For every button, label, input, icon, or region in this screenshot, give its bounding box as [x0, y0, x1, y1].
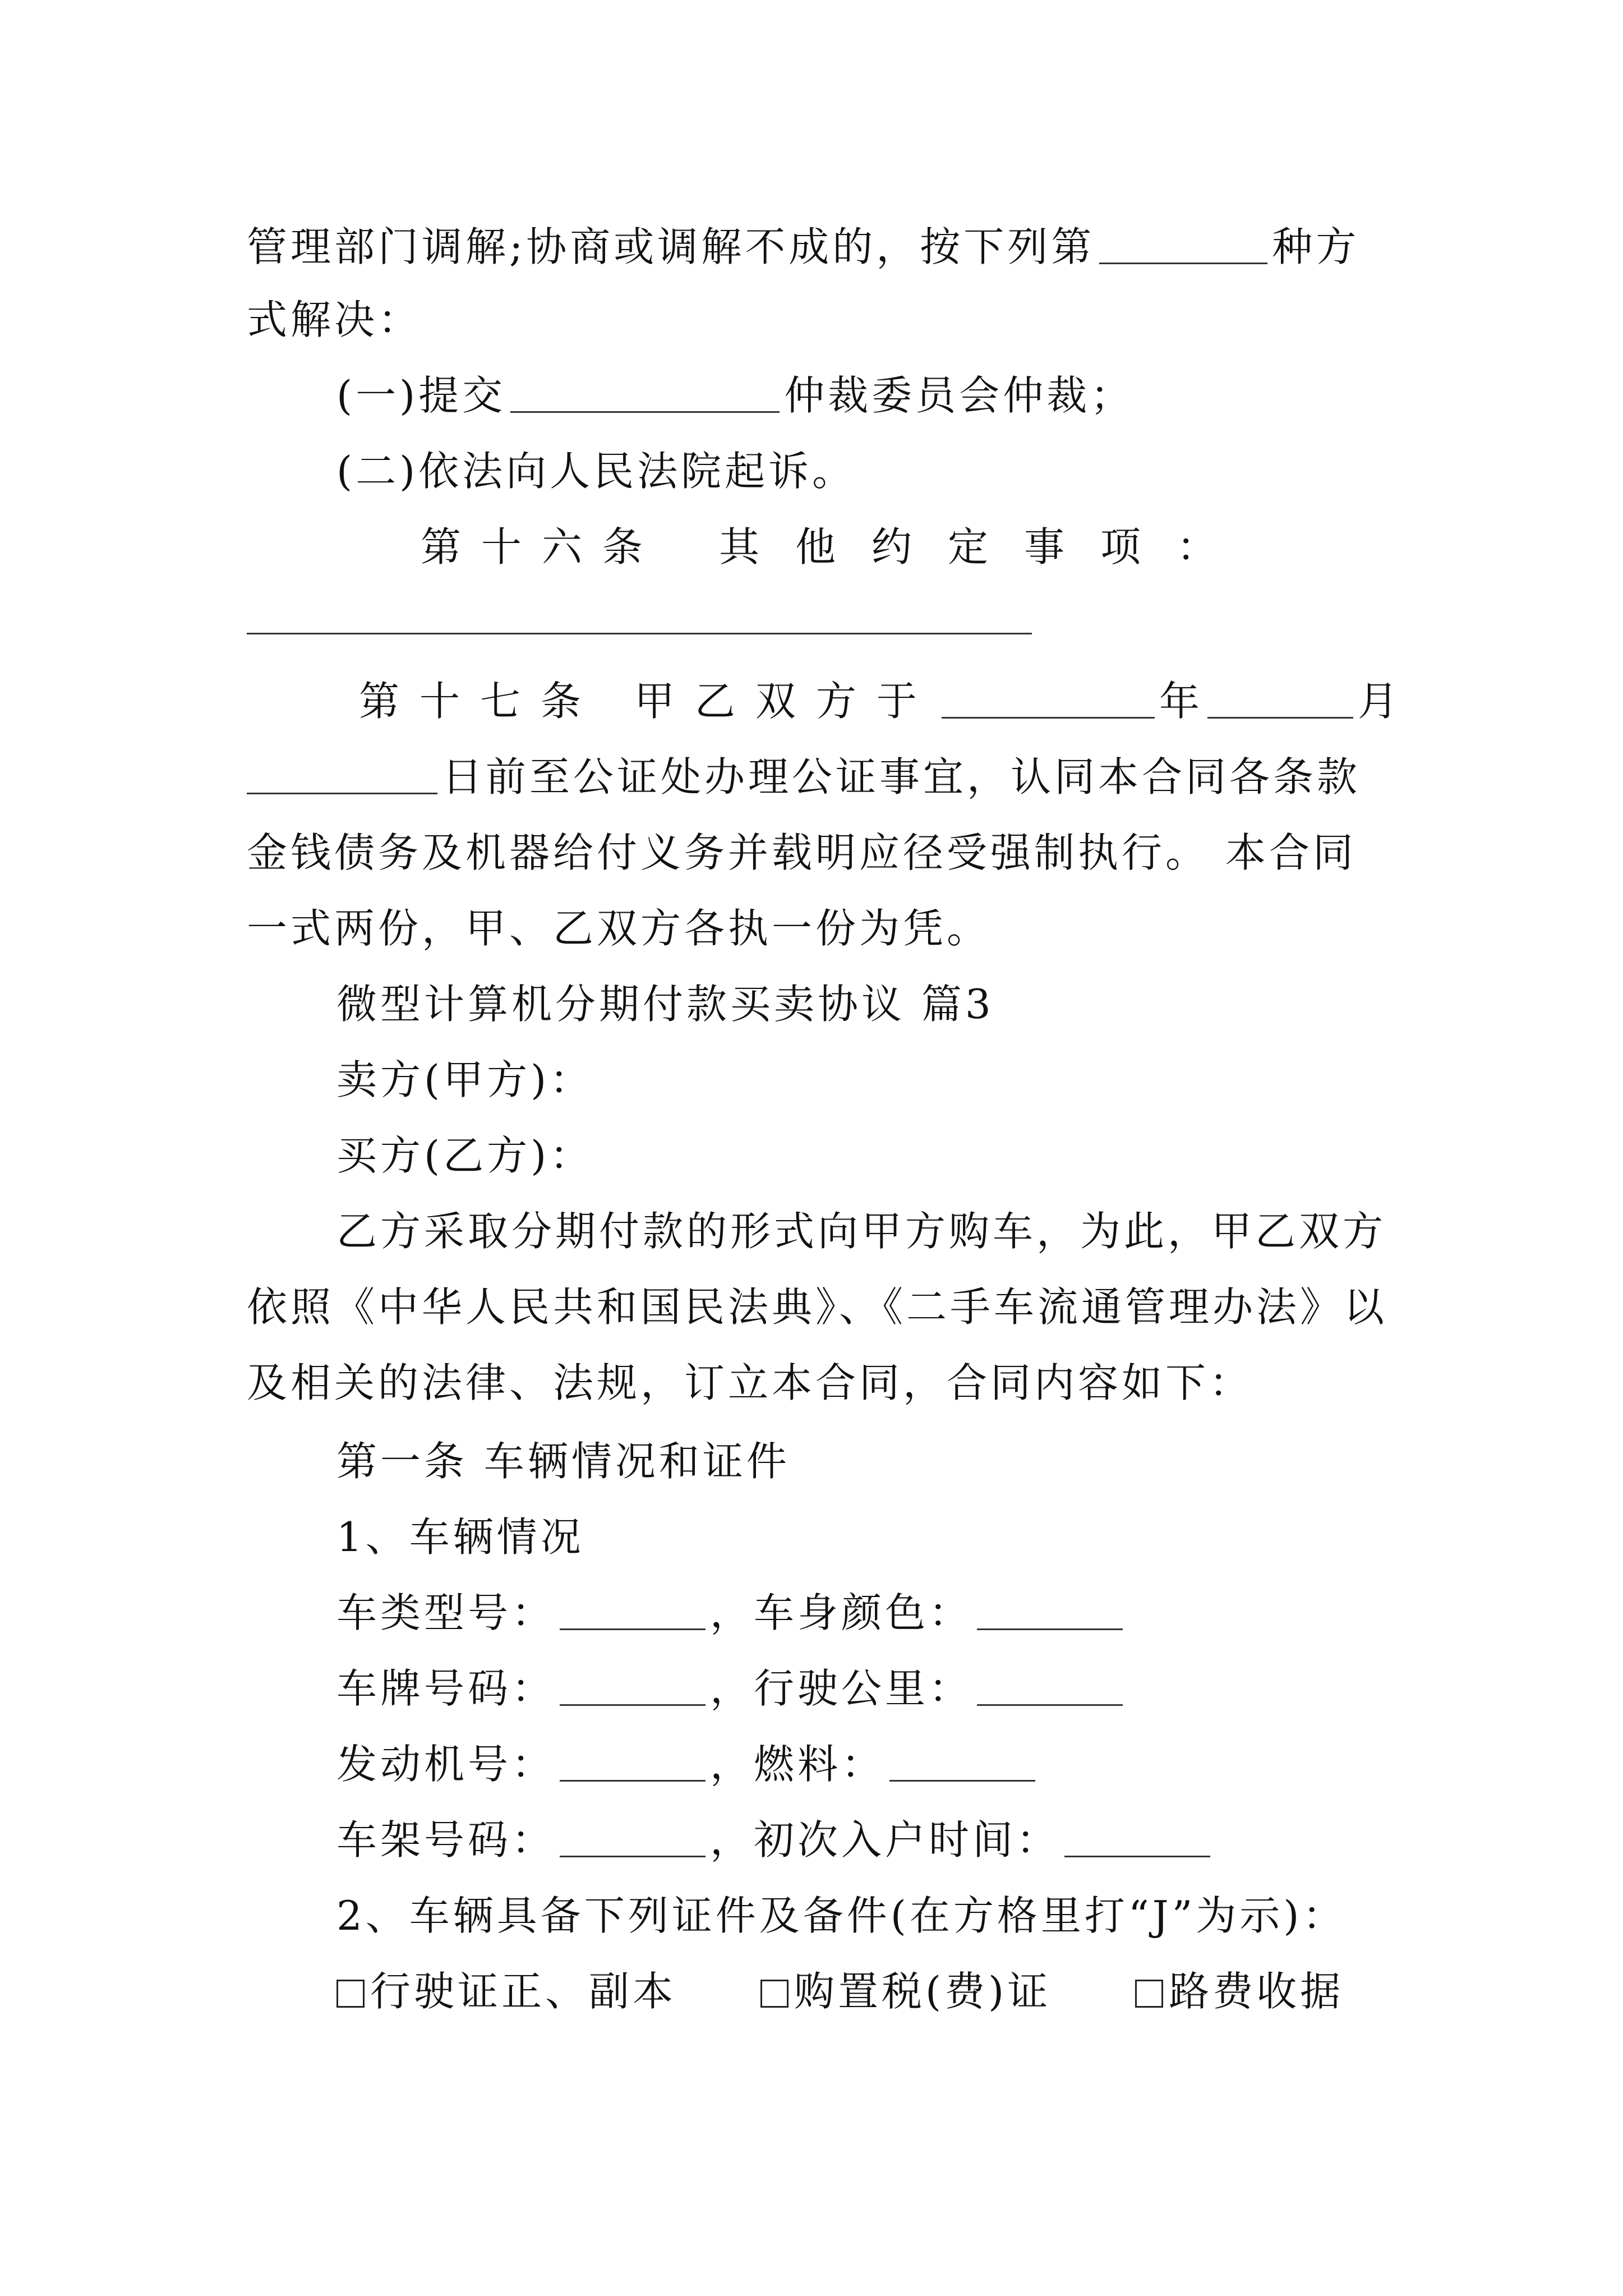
- checkbox-label: 路费收据: [1169, 1968, 1344, 2015]
- text-line: [247, 589, 1391, 645]
- text-segment: 第一条 车辆情况和证件: [336, 1438, 790, 1485]
- checkbox[interactable]: [1135, 1980, 1163, 2008]
- checkbox-row: [336, 1963, 1481, 2019]
- text-segment: 第十七条 甲乙双方于: [359, 678, 937, 725]
- text-segment: 2、车辆具备下列证件及备件(在方格里打“J”为示)：: [336, 1892, 1347, 1939]
- text-line: [247, 1279, 1391, 1335]
- text-line: [247, 825, 1391, 881]
- text-line: [336, 1509, 1481, 1565]
- text-segment: 其他约定事项：: [719, 523, 1253, 570]
- article-heading: [421, 519, 1565, 575]
- fill-in-blank[interactable]: [1064, 1815, 1210, 1857]
- text-line: [336, 443, 1481, 499]
- text-segment: 第十六条: [421, 523, 663, 570]
- text-segment: 金钱债务及机器给付义务并载明应径受强制执行。 本合同: [247, 829, 1357, 876]
- text-line: [336, 1052, 1481, 1108]
- fill-in-blank[interactable]: [247, 592, 1032, 634]
- fill-in-blank[interactable]: [889, 1740, 1035, 1782]
- text-segment: 年: [1159, 678, 1203, 725]
- text-segment: 一式两份，甲、乙双方各执一份为凭。: [247, 905, 991, 952]
- text-segment: 式解决：: [247, 296, 422, 343]
- fill-in-blank[interactable]: [977, 1588, 1123, 1630]
- text-line: [247, 749, 1391, 805]
- text-segment: 日前至公证处办理公证事宜，认同本合同各条款: [442, 753, 1361, 800]
- text-segment: 及相关的法律、法规，订立本合同，合同内容如下：: [247, 1359, 1253, 1406]
- fill-in-blank[interactable]: [560, 1815, 706, 1857]
- field-row: [336, 1812, 1481, 1868]
- field-label: 发动机号：: [336, 1741, 556, 1788]
- checkbox-label: 购置税(费)证: [794, 1968, 1052, 2015]
- fill-in-blank[interactable]: [510, 371, 780, 413]
- text-segment: (二)依法向人民法院起诉。: [336, 448, 856, 495]
- text-segment: 依照《中华人民共和国民法典》、《二手车流通管理办法》以: [247, 1283, 1388, 1331]
- fill-in-blank[interactable]: [942, 677, 1155, 719]
- field-label: 车类型号：: [336, 1589, 556, 1636]
- field-label: 车架号码：: [336, 1816, 556, 1864]
- field-label: ，车身颜色：: [710, 1589, 973, 1636]
- text-line: [336, 1888, 1481, 1944]
- text-line: [247, 1355, 1391, 1411]
- text-line: [247, 219, 1391, 275]
- text-line: [359, 673, 1503, 729]
- fill-in-blank[interactable]: [977, 1664, 1123, 1706]
- checkbox[interactable]: [336, 1980, 365, 2008]
- checkbox[interactable]: [760, 1980, 789, 2008]
- field-row: [336, 1736, 1481, 1792]
- text-segment: 管理部门调解;协商或调解不成的，按下列第: [247, 223, 1095, 270]
- fill-in-blank[interactable]: [1099, 222, 1267, 264]
- field-label: 车牌号码：: [336, 1665, 556, 1712]
- text-line: [247, 900, 1391, 956]
- fill-in-blank[interactable]: [247, 752, 437, 794]
- fill-in-blank[interactable]: [560, 1664, 706, 1706]
- text-segment: 乙方采取分期付款的形式向甲方购车，为此，甲乙双方: [336, 1208, 1387, 1255]
- text-segment: 卖方(甲方)：: [336, 1056, 594, 1103]
- text-segment: 微型计算机分期付款买卖协议 篇3: [336, 981, 994, 1028]
- article-heading: [336, 1433, 1481, 1489]
- text-segment: 1、车辆情况: [336, 1513, 584, 1561]
- text-line: [247, 292, 1391, 348]
- checkbox-label: 行驶证正、副本: [370, 1968, 677, 2015]
- text-line: [336, 367, 1481, 424]
- text-line: [336, 1128, 1481, 1184]
- field-label: ，燃料：: [710, 1741, 886, 1788]
- field-row: [336, 1585, 1481, 1641]
- fill-in-blank[interactable]: [560, 1740, 706, 1782]
- fill-in-blank[interactable]: [560, 1588, 706, 1630]
- text-segment: 仲裁委员会仲裁；: [784, 372, 1135, 419]
- field-label: ，初次入户时间：: [710, 1816, 1061, 1864]
- fill-in-blank[interactable]: [1207, 677, 1353, 719]
- section-title: [336, 976, 1481, 1032]
- text-segment: 种方: [1272, 223, 1360, 270]
- text-segment: 月: [1357, 678, 1401, 725]
- field-label: ，行驶公里：: [710, 1665, 973, 1712]
- field-row: [336, 1660, 1481, 1717]
- text-line: [336, 1203, 1481, 1259]
- text-segment: 买方(乙方)：: [336, 1132, 594, 1179]
- text-segment: (一)提交: [336, 372, 506, 419]
